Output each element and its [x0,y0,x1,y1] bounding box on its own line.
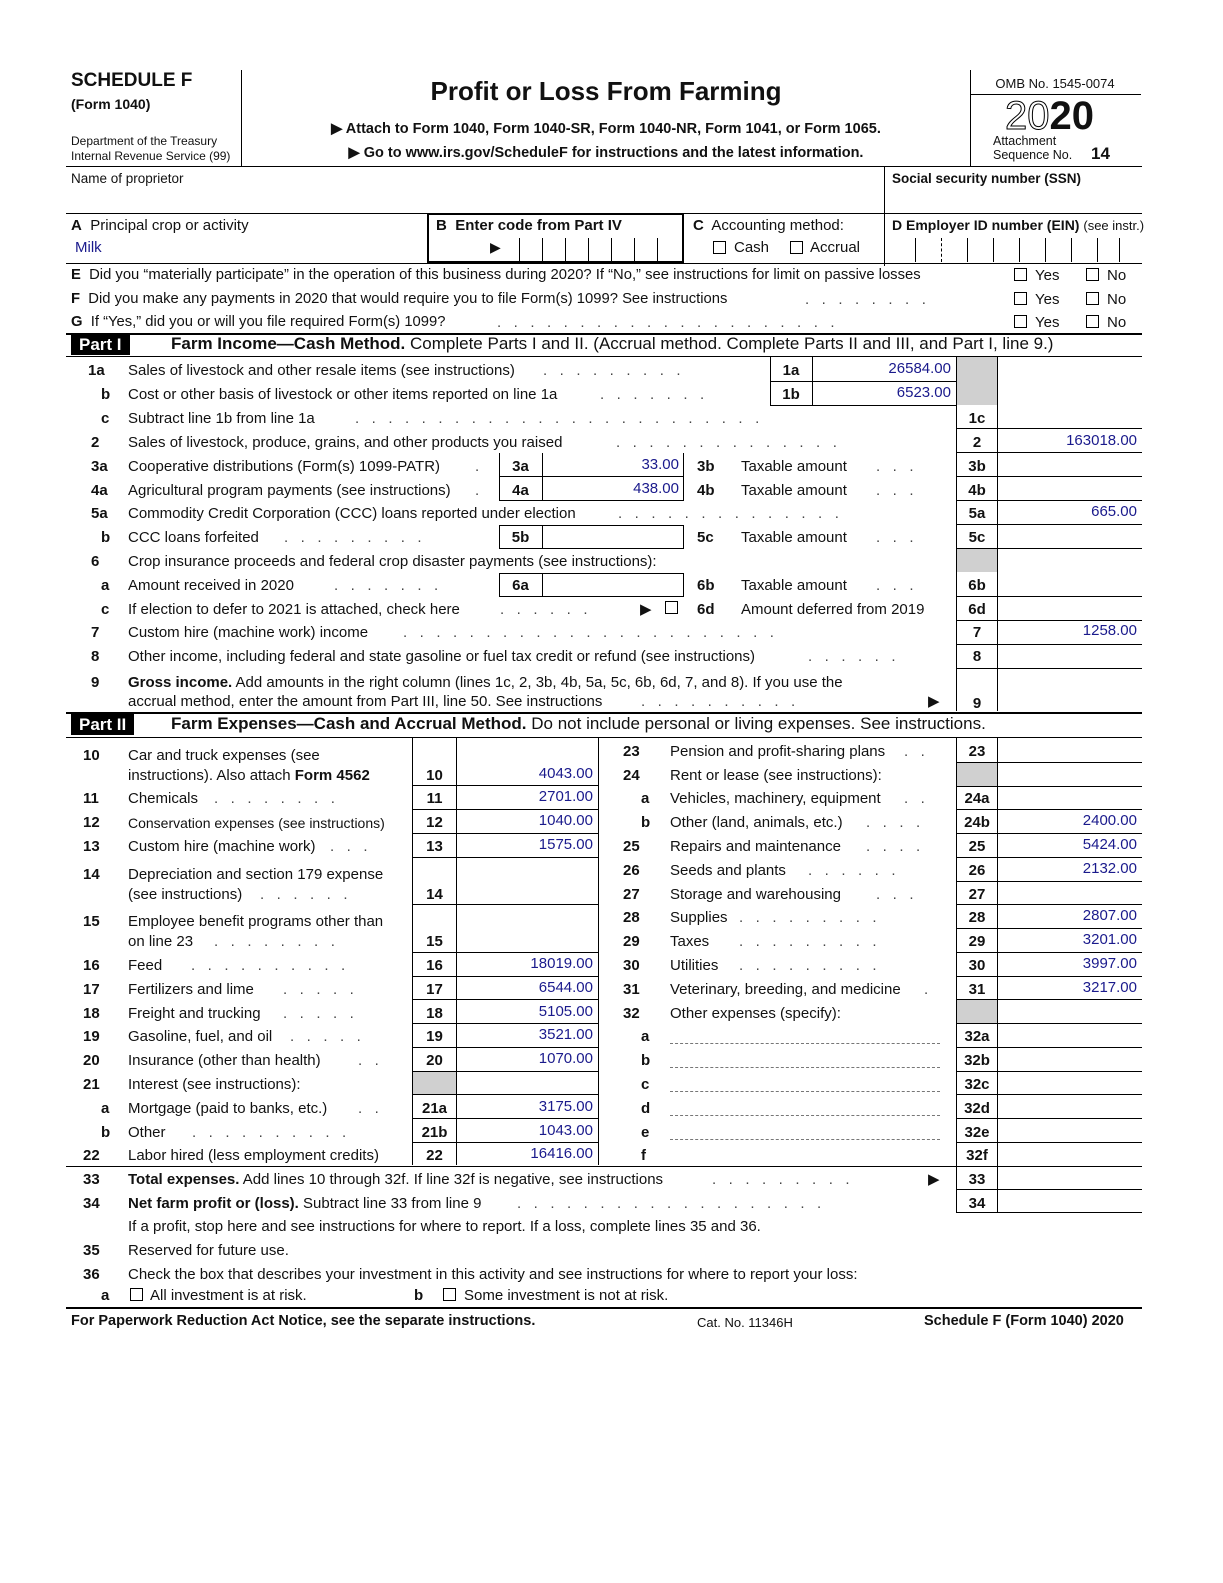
cash-checkbox[interactable] [713,241,726,254]
line-24-label: Rent or lease (see instructions): [670,767,882,784]
attachment-label: Attachment [993,134,1057,148]
line-24-number: 24 [623,767,640,784]
line-10-label-2: instructions). Also attach Form 4562 [128,767,370,784]
line-34-number: 34 [83,1195,100,1212]
line-13-amount[interactable]: 1575.00 [538,836,593,853]
line-29-number: 29 [623,933,640,950]
line-36b-label: Some investment is not at risk. [464,1287,669,1304]
line-34-note: If a profit, stop here and see instructions for where to report. If a loss, complete lines 35 and 36. [128,1218,761,1235]
line-32b-box: 32b [964,1052,990,1069]
line-26-amount[interactable]: 2132.00 [1082,860,1137,877]
line-22-label: Labor hired (less employment credits) [128,1147,379,1164]
line-4a-label: Agricultural program payments (see instructions) [128,482,451,499]
line-1c-number: c [101,410,110,427]
line-1b-amount[interactable]: 6523.00 [896,384,951,401]
form-number: (Form 1040) [71,96,151,112]
line-29-amount[interactable]: 3201.00 [1082,931,1137,948]
footer-cat-number: Cat. No. 11346H [697,1315,793,1330]
line-4b-number: 4b [697,482,715,499]
line-19-number: 19 [83,1028,100,1045]
ein-label: D Employer ID number (EIN) (see instr.) [892,217,1145,233]
line-19-box: 19 [426,1028,443,1045]
activity-code-label: B Enter code from Part IV [436,217,622,234]
line-36-number: 36 [83,1266,100,1283]
line-11-label: Chemicals [128,790,199,807]
line-3b-number: 3b [697,458,715,475]
omb-number: OMB No. 1545-0074 [995,76,1115,91]
footer-form-id: Schedule F (Form 1040) 2020 [924,1313,1124,1329]
line-28-box: 28 [968,909,986,926]
line-2-box: 2 [972,434,982,451]
line-3a-amount[interactable]: 33.00 [641,456,679,473]
line-26-box: 26 [968,862,986,879]
line-36b-number: b [414,1287,424,1304]
line-32b-number: b [641,1052,651,1069]
line-32-number: 32 [623,1005,640,1022]
line-12-box: 12 [426,814,443,831]
line-23-box: 23 [968,743,986,760]
line-29-box: 29 [968,933,986,950]
question-g-yes-label: Yes [1035,314,1060,331]
accounting-method-label: C Accounting method: [693,217,844,234]
line-22-number: 22 [83,1147,100,1164]
line-11-number: 11 [83,790,99,807]
line-7-label: Custom hire (machine work) income [128,624,369,641]
line-1c-box: 1c [968,410,986,427]
line-18-label: Freight and trucking [128,1005,261,1022]
line-5b-box: 5b [511,529,530,546]
line-17-label: Fertilizers and lime [128,981,254,998]
line-32e-description-field[interactable] [670,1122,940,1140]
question-e: E Did you “materially participate” in the operation of this business during 2020? If “No,” see instructions for limit on passive losses [71,267,921,283]
line-32b-description-field[interactable] [670,1050,940,1068]
line-30-amount[interactable]: 3997.00 [1082,955,1137,972]
name-label: Name of proprietor [71,171,184,186]
line-25-number: 25 [623,838,640,855]
line-28-amount[interactable]: 2807.00 [1082,907,1137,924]
line-4a-amount[interactable]: 438.00 [633,480,679,497]
cash-label: Cash [734,239,770,256]
line-1b-number: b [101,386,111,403]
dept-line-2: Internal Revenue Service (99) [71,149,231,163]
line-9-box: 9 [972,695,982,712]
line-24b-label: Other (land, animals, etc.) [670,814,843,831]
question-f: F Did you make any payments in 2020 that would require you to file Form(s) 1099? See instructions [71,291,728,307]
line-32a-number: a [641,1028,650,1045]
accrual-label: Accrual [810,239,861,256]
line-21b-label: Other [128,1124,166,1141]
line-5c-box: 5c [968,529,986,546]
question-g: G If “Yes,” did you or will you file required Form(s) 1099? [71,314,446,330]
line-26-label: Seeds and plants [670,862,786,879]
line-9-number: 9 [91,674,100,691]
line-26-number: 26 [623,862,640,879]
line-15-number: 15 [83,913,100,930]
line-20-box: 20 [426,1052,443,1069]
line-18-box: 18 [426,1005,443,1022]
line-6d-box: 6d [968,601,986,618]
line-25-amount[interactable]: 5424.00 [1082,836,1137,853]
line-13-number: 13 [83,838,100,855]
line-1a-amount[interactable]: 26584.00 [888,360,951,377]
line-24a-label: Vehicles, machinery, equipment [670,790,881,807]
line-4b-label: Taxable amount [741,482,847,499]
part-1-title: Farm Income—Cash Method. Complete Parts I and II. (Accrual method. Complete Parts II and III, and Part I, line 9.) [171,334,1054,353]
line-27-box: 27 [968,886,986,903]
line-6b-label: Taxable amount [741,577,847,594]
line-6a-number: a [101,577,110,594]
arrow-icon: ▶ [928,1171,940,1188]
line-16-box: 16 [426,957,443,974]
line-4b-box: 4b [968,482,986,499]
line-1b-label: Cost or other basis of livestock or other items reported on line 1a [128,386,558,403]
line-36a-checkbox[interactable] [130,1288,143,1301]
line-36b-checkbox[interactable] [443,1288,456,1301]
line-17-number: 17 [83,981,100,998]
line-6b-number: 6b [697,577,715,594]
line-17-box: 17 [426,981,443,998]
line-28-label: Supplies [670,909,728,926]
line-1c-label: Subtract line 1b from line 1a [128,410,315,427]
line-32c-box: 32c [964,1076,990,1093]
line-22-amount[interactable]: 16416.00 [530,1145,593,1162]
line-6d-number: 6d [697,601,715,618]
line-14-label-2: (see instructions) [128,886,243,903]
line-32f-box: 32f [966,1147,988,1164]
line-21a-label: Mortgage (paid to banks, etc.) [128,1100,328,1117]
question-f-yes-label: Yes [1035,291,1060,308]
dept-line-1: Department of the Treasury [71,134,218,148]
arrow-icon: ▶ [928,693,940,710]
line-32-label: Other expenses (specify): [670,1005,841,1022]
question-g-yes-checkbox[interactable] [1014,315,1027,328]
line-16-number: 16 [83,957,100,974]
line-32d-box: 32d [964,1100,990,1117]
line-33-label: Total expenses. Add lines 10 through 32f. If line 32f is negative, see instructions [128,1171,664,1188]
line-10-label: Car and truck expenses (see [128,747,320,764]
line-7-box: 7 [972,624,982,641]
line-5a-amount[interactable]: 665.00 [1091,503,1137,520]
line-7-amount[interactable]: 1258.00 [1082,622,1137,639]
line-18-number: 18 [83,1005,100,1022]
line-6c-checkbox[interactable] [665,601,678,614]
footer-notice: For Paperwork Reduction Act Notice, see the separate instructions. [71,1313,536,1329]
line-21b-box: 21b [421,1124,448,1141]
line-20-number: 20 [83,1052,100,1069]
part-1-tag: Part I [71,334,130,355]
line-5b-label: CCC loans forfeited [128,529,259,546]
line-6b-box: 6b [968,577,986,594]
line-24b-number: b [641,814,651,831]
question-e-yes-checkbox[interactable] [1014,268,1027,281]
line-32a-description-field[interactable] [670,1026,940,1044]
name-field[interactable] [71,190,871,210]
line-35-label: Reserved for future use. [128,1242,289,1259]
question-f-no-label: No [1107,291,1127,308]
line-21a-number: a [101,1100,110,1117]
line-16-amount[interactable]: 18019.00 [530,955,593,972]
line-8-label: Other income, including federal and state gasoline or fuel tax credit or refund (see instructions) [128,648,755,665]
line-32c-description-field[interactable] [670,1074,940,1092]
line-14-box: 14 [426,886,443,903]
line-3a-label: Cooperative distributions (Form(s) 1099-PATR) [128,458,441,475]
line-32d-number: d [641,1100,651,1117]
line-6-label: Crop insurance proceeds and federal crop disaster payments (see instructions): [128,553,657,570]
line-34-box: 34 [968,1195,986,1212]
line-36a-label: All investment is at risk. [150,1287,307,1304]
line-23-label: Pension and profit-sharing plans [670,743,886,760]
line-31-label: Veterinary, breeding, and medicine [670,981,901,998]
line-5a-label: Commodity Credit Corporation (CCC) loans reported under election [128,505,576,522]
accrual-checkbox[interactable] [790,241,803,254]
question-e-no-label: No [1107,267,1127,284]
line-24b-amount[interactable]: 2400.00 [1082,812,1137,829]
line-5a-box: 5a [968,505,986,522]
schedule-title: SCHEDULE F [71,70,193,91]
ein-field[interactable] [893,238,1138,262]
line-27-label: Storage and warehousing [670,886,841,903]
line-11-box: 11 [426,790,443,807]
line-28-number: 28 [623,909,640,926]
line-4a-box: 4a [512,482,529,499]
line-27-number: 27 [623,886,640,903]
line-32e-box: 32e [964,1124,990,1141]
line-32d-description-field[interactable] [670,1098,940,1116]
ssn-label: Social security number (SSN) [892,171,1082,186]
line-19-amount[interactable]: 3521.00 [538,1026,593,1043]
part-2-title: Farm Expenses—Cash and Accrual Method. Do not include personal or living expenses. See instructions. [171,714,986,733]
line-16-label: Feed [128,957,163,974]
question-e-no-checkbox[interactable] [1086,268,1099,281]
question-g-no-checkbox[interactable] [1086,315,1099,328]
line-10-box: 10 [426,767,443,784]
line-5c-number: 5c [697,529,714,546]
line-3a-number: 3a [91,458,108,475]
line-3a-box: 3a [512,458,529,475]
line-1b-box: 1b [782,386,800,403]
sequence-label: Sequence No. [993,148,1073,162]
arrow-icon: ▶ [490,239,501,255]
line-1a-label: Sales of livestock and other resale items (see instructions) [128,362,515,379]
line-33-box: 33 [968,1171,986,1188]
line-30-label: Utilities [670,957,719,974]
line-35-number: 35 [83,1242,100,1259]
line-5c-label: Taxable amount [741,529,847,546]
line-18-amount[interactable]: 5105.00 [538,1003,593,1020]
line-2-number: 2 [91,434,100,451]
principal-crop-value[interactable]: Milk [75,239,102,256]
line-9-label: Gross income. Add amounts in the right column (lines 1c, 2, 3b, 4b, 5a, 5c, 6b, 6d, 7, and 8). If you use the [128,674,843,691]
line-8-number: 8 [91,648,100,665]
line-21b-number: b [101,1124,111,1141]
form-title: Profit or Loss From Farming [430,76,782,106]
goto-line: ▶ Go to www.irs.gov/ScheduleF for instructions and the latest information. [348,145,864,161]
line-4a-number: 4a [91,482,108,499]
line-2-amount[interactable]: 163018.00 [1066,432,1137,449]
line-25-box: 25 [968,838,986,855]
line-11-amount[interactable]: 2701.00 [538,788,593,805]
line-5a-number: 5a [91,505,108,522]
line-21a-box: 21a [421,1100,448,1117]
line-32c-number: c [641,1076,650,1093]
line-10-amount[interactable]: 4043.00 [538,765,593,782]
line-21b-amount[interactable]: 1043.00 [538,1122,593,1139]
line-36-label: Check the box that describes your investment in this activity and see instructions for where to report your loss: [128,1266,858,1283]
line-12-amount[interactable]: 1040.00 [538,812,593,829]
line-31-number: 31 [623,981,640,998]
line-32a-box: 32a [964,1028,990,1045]
line-9-label-2: accrual method, enter the amount from Part III, line 50. See instructions [128,693,603,710]
principal-crop-label: A Principal crop or activity [71,217,249,234]
attach-line: ▶ Attach to Form 1040, Form 1040-SR, Form 1040-NR, Form 1041, or Form 1065. [331,121,881,137]
line-6d-label: Amount deferred from 2019 [741,601,925,618]
line-15-label-2: on line 23 [128,933,194,950]
line-20-amount[interactable]: 1070.00 [538,1050,593,1067]
line-7-number: 7 [91,624,100,641]
line-25-label: Repairs and maintenance [670,838,841,855]
line-6a-box: 6a [512,577,529,594]
line-12-number: 12 [83,814,100,831]
line-14-number: 14 [83,866,100,883]
line-23-number: 23 [623,743,640,760]
line-1a-number: 1a [88,362,105,379]
arrow-icon: ▶ [640,601,652,618]
line-15-label: Employee benefit programs other than [128,913,384,930]
question-f-no-checkbox[interactable] [1086,292,1099,305]
line-36a-number: a [101,1287,110,1304]
line-5b-number: b [101,529,111,546]
line-12-label: Conservation expenses (see instructions) [128,815,385,831]
line-13-label: Custom hire (machine work) [128,838,316,855]
tax-year: 2020 [1005,94,1094,138]
line-15-box: 15 [426,933,443,950]
line-20-label: Insurance (other than health) [128,1052,321,1069]
ssn-field[interactable] [892,190,1137,210]
line-6c-number: c [101,601,110,618]
line-21a-amount[interactable]: 3175.00 [538,1098,593,1115]
line-6a-label: Amount received in 2020 [128,577,294,594]
line-13-box: 13 [426,838,443,855]
part-2-tag: Part II [71,714,134,735]
line-22-box: 22 [426,1147,443,1164]
line-24b-box: 24b [964,814,990,831]
line-14-label: Depreciation and section 179 expense [128,866,384,883]
line-2-label: Sales of livestock, produce, grains, and other products you raised [128,434,563,451]
line-31-amount[interactable]: 3217.00 [1082,979,1137,996]
line-33-number: 33 [83,1171,100,1188]
question-e-yes-label: Yes [1035,267,1060,284]
line-24a-box: 24a [964,790,990,807]
line-8-box: 8 [972,648,982,665]
line-21-label: Interest (see instructions): [128,1076,301,1093]
line-31-box: 31 [968,981,986,998]
line-21-number: 21 [83,1076,100,1093]
line-29-label: Taxes [670,933,710,950]
line-32e-number: e [641,1124,650,1141]
line-30-box: 30 [968,957,986,974]
question-f-yes-checkbox[interactable] [1014,292,1027,305]
line-24a-number: a [641,790,650,807]
line-19-label: Gasoline, fuel, and oil [128,1028,273,1045]
activity-code-field[interactable] [520,238,682,261]
line-10-number: 10 [83,747,100,764]
line-6-number: 6 [91,553,100,570]
line-17-amount[interactable]: 6544.00 [538,979,593,996]
line-3b-box: 3b [968,458,986,475]
line-3b-label: Taxable amount [741,458,847,475]
line-30-number: 30 [623,957,640,974]
line-6c-label: If election to defer to 2021 is attached, check here [128,601,460,618]
sequence-number: 14 [1091,144,1110,163]
line-1a-box: 1a [782,362,800,379]
question-g-no-label: No [1107,314,1127,331]
line-32f-number: f [641,1147,646,1164]
line-34-label: Net farm profit or (loss). Subtract line 33 from line 9 [128,1195,482,1212]
